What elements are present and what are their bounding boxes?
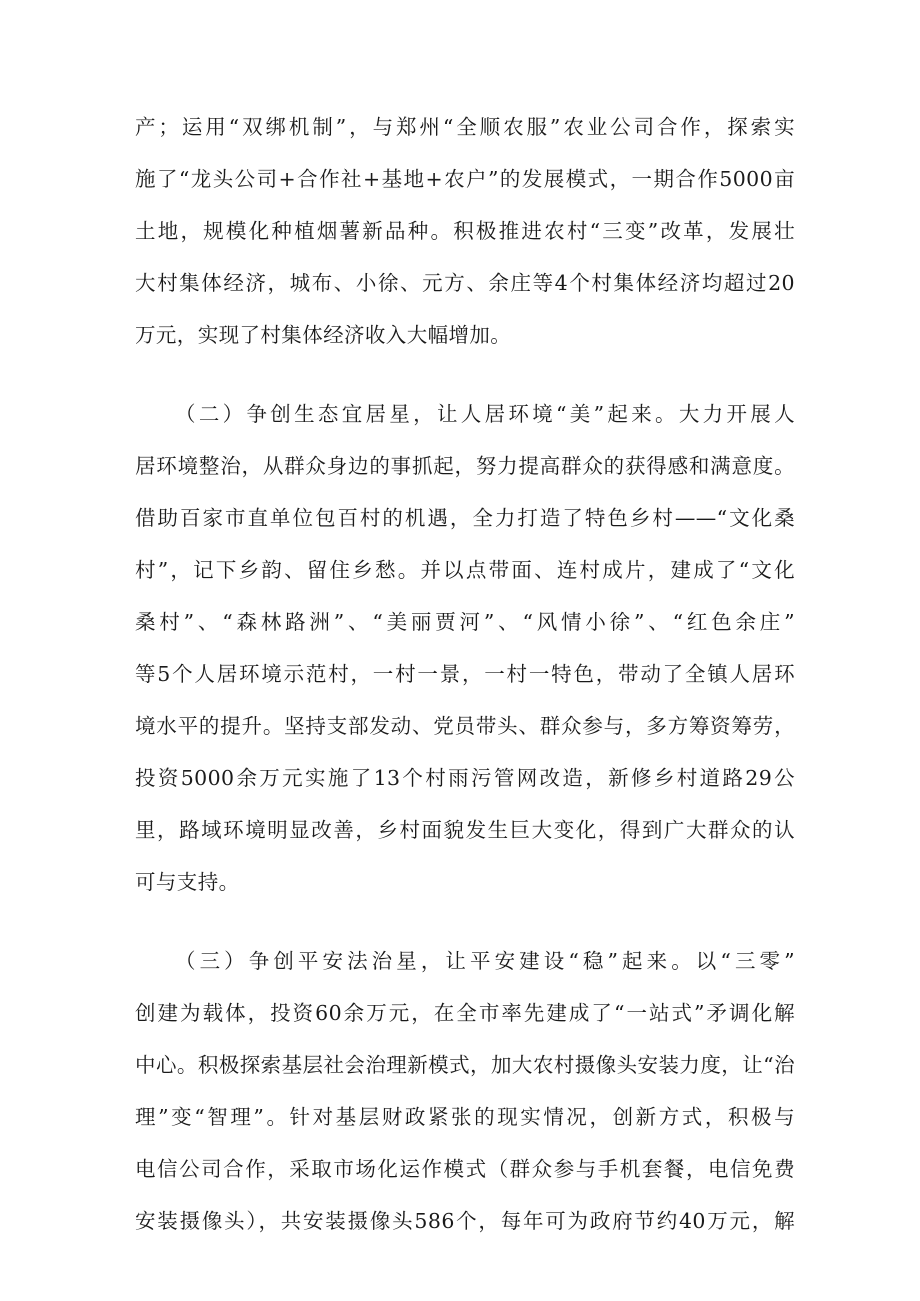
text-line: 居环境整治，从群众身边的事抓起，努力提高群众的获得感和满意度。 bbox=[135, 454, 795, 478]
text-line: 中心。积极探索基层社会治理新模式，加大农村摄像头安装力度，让“治 bbox=[135, 1053, 795, 1077]
text-line: 万元，实现了村集体经济收入大幅增加。 bbox=[135, 323, 512, 347]
text-line: 大村集体经济，城布、小徐、元方、余庄等4个村集体经济均超过20 bbox=[135, 271, 795, 295]
text-line: （二）争创生态宜居星，让人居环境“美”起来。大力开展人 bbox=[175, 402, 795, 426]
text-line: 投资5000余万元实施了13个村雨污管网改造，新修乡村道路29公 bbox=[135, 766, 795, 790]
text-line: 创建为载体，投资60余万元，在全市率先建成了“一站式”矛调化解 bbox=[135, 1001, 795, 1025]
text-line: 施了“龙头公司+合作社+基地+农户”的发展模式，一期合作5000亩 bbox=[135, 167, 795, 191]
text-line: 里，路域环境明显改善，乡村面貌发生巨大变化，得到广大群众的认 bbox=[135, 818, 795, 842]
text-line: 安装摄像头），共安装摄像头586个，每年可为政府节约40万元，解 bbox=[135, 1209, 795, 1233]
text-line: 土地，规模化种植烟薯新品种。积极推进农村“三变”改革，发展壮 bbox=[135, 219, 795, 243]
text-line: 桑村”、“森林路洲”、“美丽贾河”、“风情小徐”、“红色余庄” bbox=[135, 610, 795, 634]
text-line: 可与支持。 bbox=[135, 870, 240, 894]
text-line: 村”，记下乡韵、留住乡愁。并以点带面、连村成片，建成了“文化 bbox=[135, 558, 795, 582]
text-line: （三）争创平安法治星，让平安建设“稳”起来。以“三零” bbox=[175, 949, 795, 973]
text-line: 借助百家市直单位包百村的机遇，全力打造了特色乡村——“文化桑 bbox=[135, 506, 795, 530]
text-line: 电信公司合作，采取市场化运作模式（群众参与手机套餐，电信免费 bbox=[135, 1157, 795, 1181]
text-line: 理”变“智理”。针对基层财政紧张的现实情况，创新方式，积极与 bbox=[135, 1105, 795, 1129]
text-line: 境水平的提升。坚持支部发动、党员带头、群众参与，多方筹资筹劳， bbox=[135, 714, 795, 738]
text-line: 等5个人居环境示范村，一村一景，一村一特色，带动了全镇人居环 bbox=[135, 662, 795, 686]
text-line: 产；运用“双绑机制”，与郑州“全顺农服”农业公司合作，探索实 bbox=[135, 115, 795, 139]
